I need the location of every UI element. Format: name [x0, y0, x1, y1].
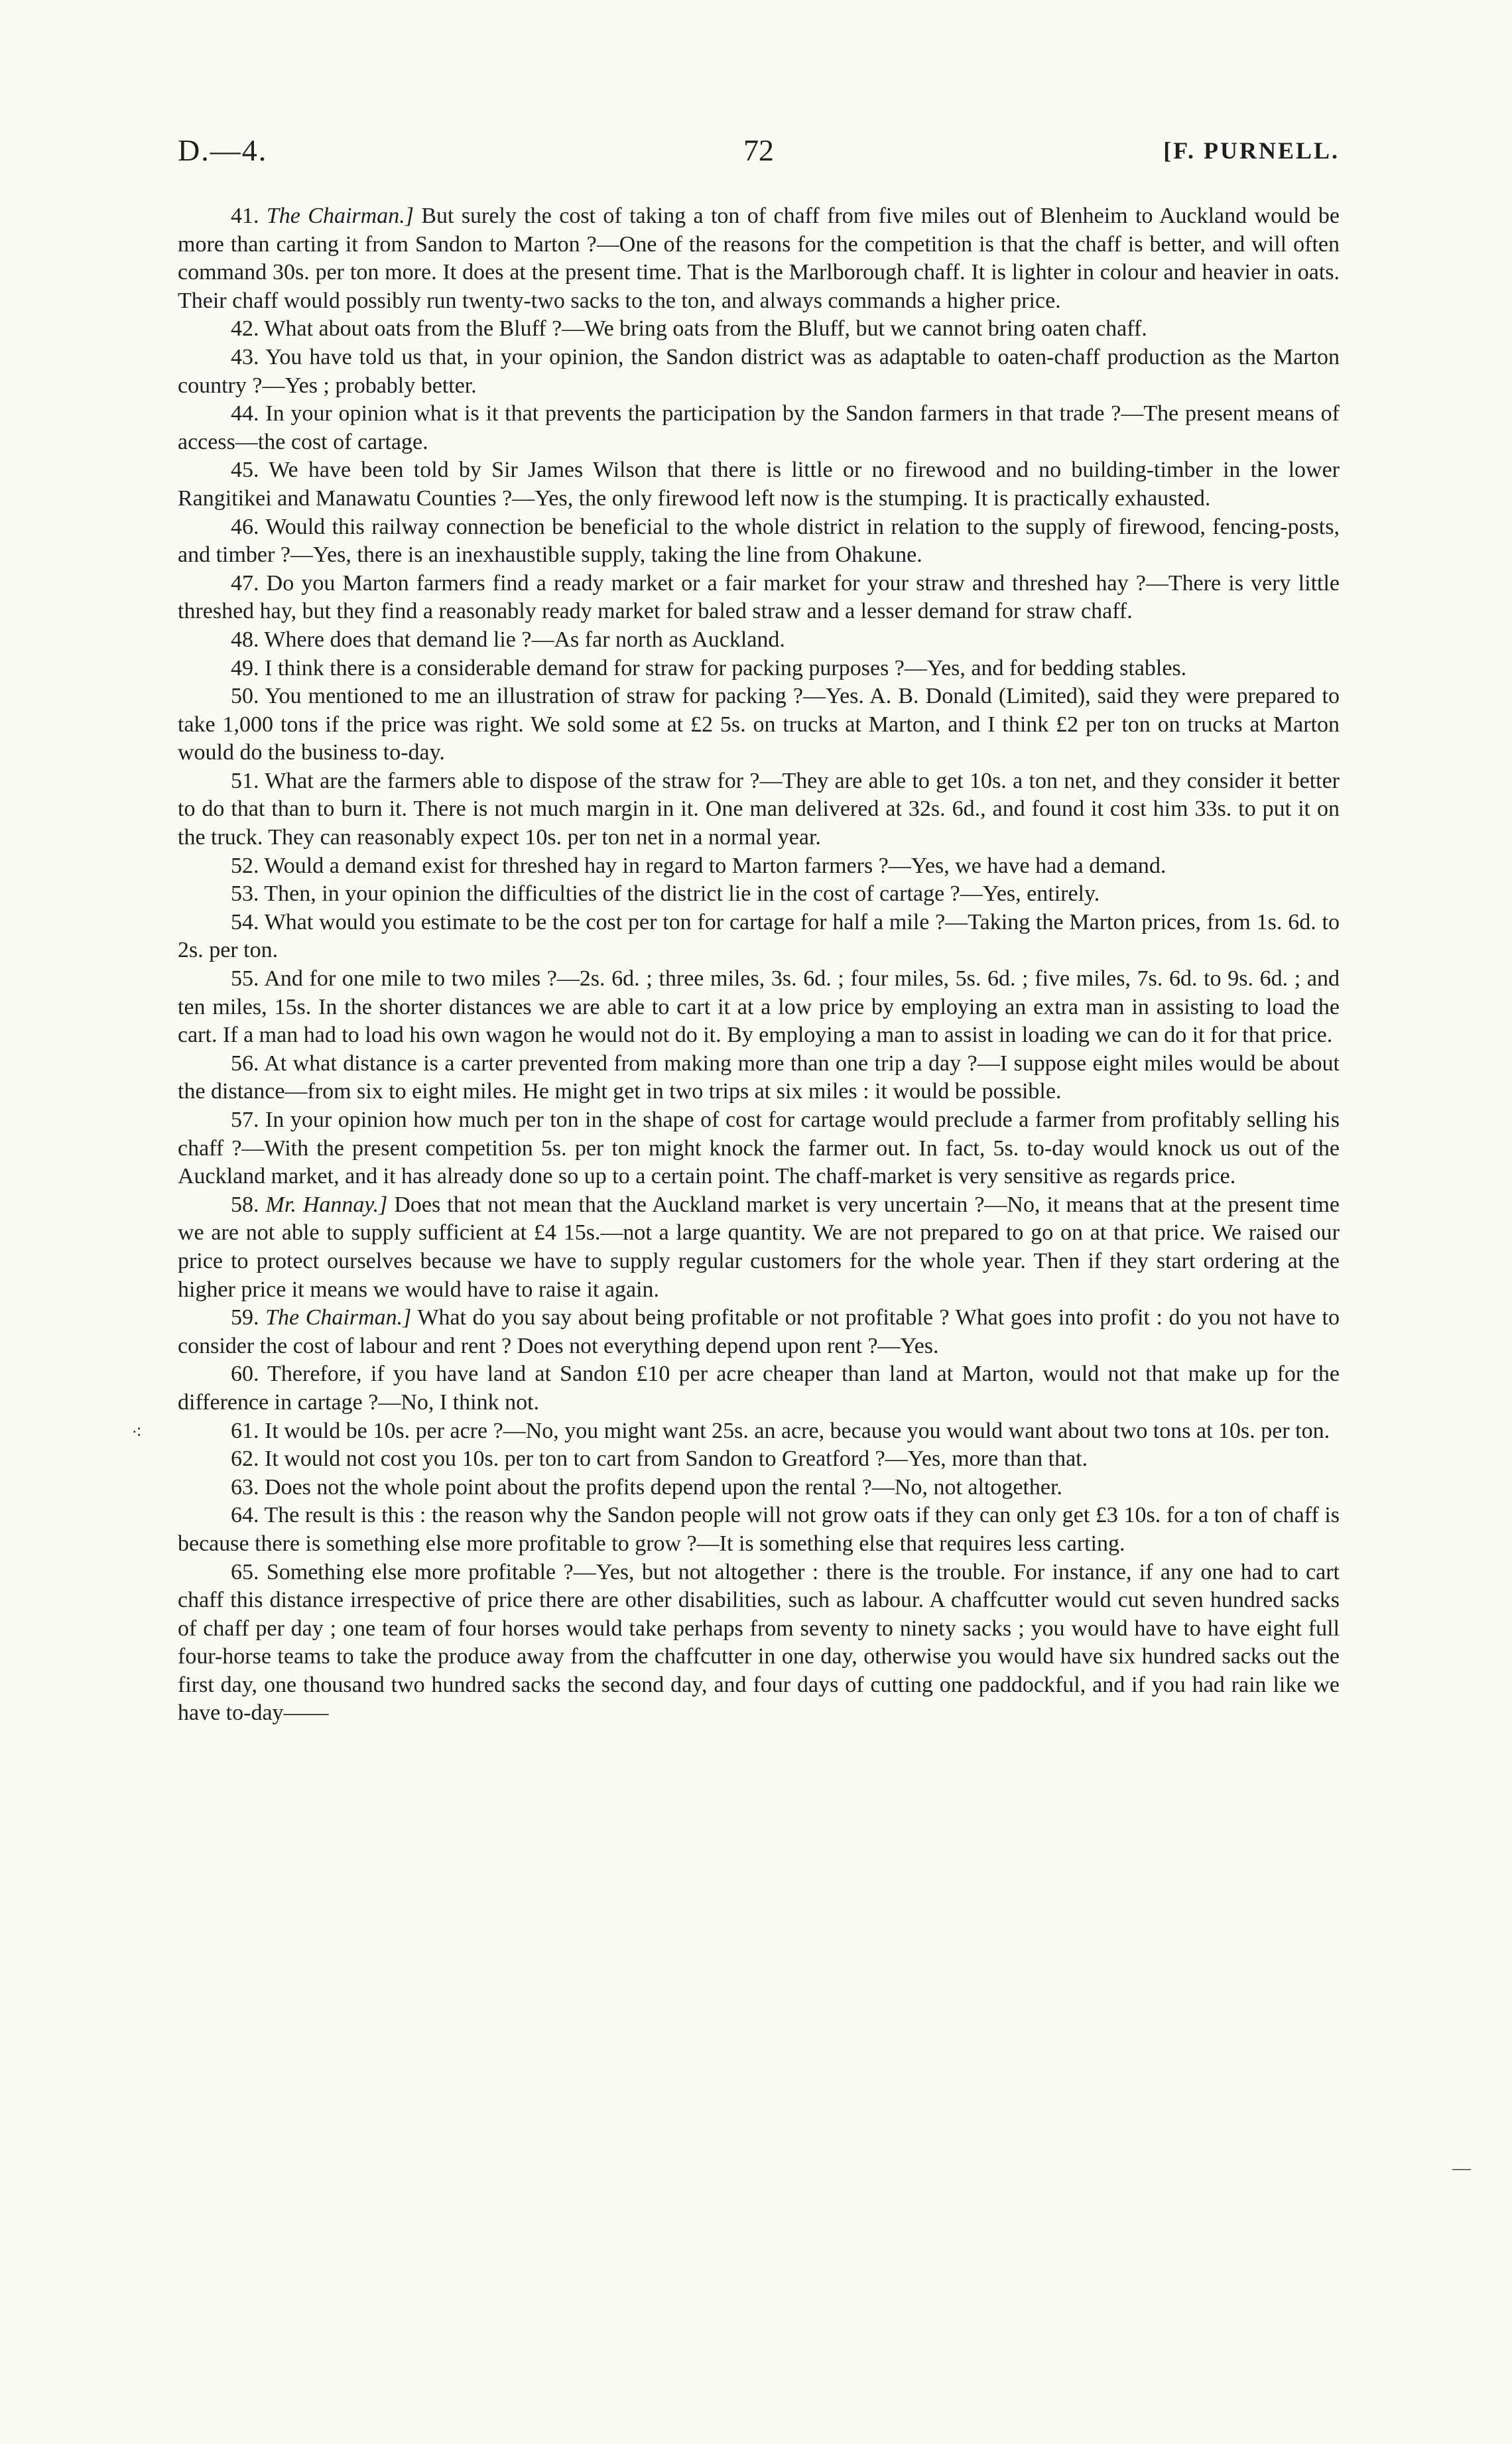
question-number: 46.: [231, 514, 259, 539]
paragraph-text: What about oats from the Bluff ?—We bring oats from the Bluff, but we cannot bring oaten chaff.: [264, 316, 1147, 342]
question-number: 42.: [231, 316, 259, 342]
question-number: 57.: [231, 1108, 259, 1132]
paragraph-48: [178, 626, 1340, 655]
question-number: 65.: [231, 1559, 259, 1584]
question-number: 48.: [231, 627, 259, 652]
paragraph-text: Does not the whole point about the profits depend upon the rental ?—No, not altogether.: [265, 1474, 1062, 1500]
paragraph-41: [178, 202, 1340, 315]
paragraph-text: I think there is a considerable demand for straw for packing purposes ?—Yes, and for bedding stables.: [265, 655, 1187, 680]
paragraph-49: [178, 655, 1340, 683]
paragraph-text: Does that not mean that the Auckland market is very uncertain ?—No, it means that at the present time we are not able to supply sufficient at £4 15s.—not a large quantity. We are not prepared to go on at that price. We raised our price to protect ourselves because we have to supply regular customers for the whole year. Then if they start ordering at the higher price it means we would have to raise it again.: [178, 1192, 1340, 1302]
question-number: 50.: [231, 684, 259, 709]
paragraph-51: [178, 767, 1340, 852]
paragraph-60: [178, 1360, 1340, 1417]
paragraph-text: You mentioned to me an illustration of straw for packing ?—Yes. A. B. Donald (Limited), said they were prepared to take 1,000 tons if the price was right. We sold some at £2 5s. on trucks at Marton, and I think £2 per ton on trucks at Marton would do the business to-day.: [178, 684, 1340, 765]
paragraph-text: You have told us that, in your opinion, the Sandon district was as adaptable to oaten-chaff production as the Marton country ?—Yes ; probably better.: [178, 344, 1340, 398]
question-number: 63.: [231, 1474, 259, 1500]
paragraph-45: [178, 456, 1340, 513]
paragraph-text: But surely the cost of taking a ton of chaff from five miles out of Blenheim to Auckland would be more than carting it from Sandon to Marton ?—One of the reasons for the competition is that the chaff is better, and will often command 30s. per ton more. It does at the present time. That is the Marlborough chaff. It is lighter in colour and heavier in oats. Their chaff would possibly run twenty-two sacks to the ton, and always commands a higher price.: [178, 204, 1340, 313]
paragraph-text: What do you say about being profitable or not profitable ? What goes into profit : do you not have to consider the cost of labour and rent ? Does not everything depend upon rent ?—Yes.: [178, 1305, 1340, 1358]
paragraph-47: [178, 570, 1340, 626]
paragraph-text: And for one mile to two miles ?—2s. 6d. ; three miles, 3s. 6d. ; four miles, 5s. 6d. ; five miles, 7s. 6d. to 9s. 6d. ; and ten miles, 15s. In the shorter distances we are able to cart it at a low price by employing an extra man in assisting to load the cart. If a man had to load his own wagon he would not do it. By employing a man to assist in loading we can do it for that price.: [178, 966, 1340, 1048]
paragraph-text: At what distance is a carter prevented from making more than one trip a day ?—I suppose eight miles would be about the distance—from six to eight miles. He might get in two trips at six miles : it would be possible.: [178, 1051, 1340, 1104]
page-header: [178, 133, 1340, 186]
margin-dash-icon: —: [1452, 2158, 1471, 2179]
paragraph-64: [178, 1502, 1340, 1558]
speaker-label: The Chairman.]: [266, 204, 414, 228]
question-number: 41.: [231, 204, 259, 228]
paragraph-text: What are the farmers able to dispose of the straw for ?—They are able to get 10s. a ton net, and they consider it better to do that than to burn it. There is not much margin in it. One man delivered at 32s. 6d., and found it cost him 33s. to put it on the truck. They can reasonably expect 10s. per ton net in a normal year.: [178, 768, 1340, 850]
paragraph-43: [178, 344, 1340, 400]
question-number: 52.: [231, 853, 259, 878]
paragraph-text: Would a demand exist for threshed hay in regard to Marton farmers ?—Yes, we have had a demand.: [264, 853, 1166, 878]
question-number: 62.: [231, 1447, 259, 1472]
paragraph-50: [178, 682, 1340, 767]
paragraph-text: It would be 10s. per acre ?—No, you might want 25s. an acre, because you would want about two tons at 10s. per ton.: [265, 1418, 1330, 1443]
paragraph-62: [178, 1445, 1340, 1474]
paragraph-65: [178, 1559, 1340, 1728]
paragraph-44: [178, 400, 1340, 456]
question-number: 59.: [231, 1305, 259, 1330]
question-number: 51.: [231, 768, 259, 793]
paragraph-63: [178, 1474, 1340, 1502]
question-number: 61.: [231, 1418, 259, 1443]
margin-mark-icon: ⁖: [131, 1423, 143, 1443]
page-number: 72: [743, 133, 774, 167]
paragraph-53: [178, 880, 1340, 909]
paragraph-text: Would this railway connection be beneficial to the whole district in relation to the supply of firewood, fencing-posts, and timber ?—Yes, there is an inexhaustible supply, taking the line from Ohakune.: [178, 514, 1340, 568]
document-reference: D.—4.: [178, 133, 268, 167]
paragraph-text: The result is this : the reason why the Sandon people will not grow oats if they can only get £3 10s. for a ton of chaff is because there is something else more profitable to grow ?—It is something else that requires less carting.: [178, 1503, 1340, 1556]
question-number: 64.: [231, 1503, 259, 1528]
paragraph-59: [178, 1304, 1340, 1360]
question-number: 60.: [231, 1362, 259, 1387]
testimony-body: [178, 202, 1340, 1728]
paragraph-57: [178, 1106, 1340, 1191]
paragraph-56: [178, 1050, 1340, 1106]
question-number: 53.: [231, 881, 259, 907]
paragraph-text: Where does that demand lie ?—As far north as Auckland.: [264, 627, 785, 652]
paragraph-text: Then, in your opinion the difficulties of the district lie in the cost of cartage ?—Yes, entirely.: [264, 881, 1100, 907]
paragraph-61: [178, 1417, 1340, 1446]
paragraph-52: [178, 852, 1340, 881]
paragraph-54: [178, 909, 1340, 965]
question-number: 56.: [231, 1051, 259, 1076]
question-number: 44.: [231, 401, 259, 426]
question-number: 55.: [231, 966, 259, 992]
paragraph-text: Therefore, if you have land at Sandon £10 per acre cheaper than land at Marton, would not that make up for the difference in cartage ?—No, I think not.: [178, 1362, 1340, 1415]
question-number: 49.: [231, 655, 259, 680]
paragraph-55: [178, 965, 1340, 1050]
paragraph-42: [178, 315, 1340, 344]
question-number: 45.: [231, 458, 259, 483]
paragraph-46: [178, 513, 1340, 570]
paragraph-text: In your opinion how much per ton in the shape of cost for cartage would preclude a farmer from profitably selling his chaff ?—With the present competition 5s. per ton might knock the farmer out. In fact, 5s. to-day would knock us out of the Auckland market, and it has already done so up to a certain point. The chaff-market is very sensitive as regards price.: [178, 1108, 1340, 1189]
speaker-label: Mr. Hannay.]: [265, 1192, 388, 1217]
paragraph-58: [178, 1191, 1340, 1304]
speaker-label: The Chairman.]: [265, 1305, 412, 1330]
witness-name: [F. PURNELL.: [1163, 137, 1340, 164]
paragraph-text: Do you Marton farmers find a ready market or a fair market for your straw and threshed hay ?—There is very little threshed hay, but they find a reasonably ready market for baled straw and a lesser demand for straw chaff.: [178, 570, 1340, 624]
paragraph-text: We have been told by Sir James Wilson that there is little or no firewood and no building-timber in the lower Rangitikei and Manawatu Counties ?—Yes, the only firewood left now is the stumping. It is practically exhausted.: [178, 458, 1340, 511]
paragraph-text: Something else more profitable ?—Yes, but not altogether : there is the trouble. For instance, if any one had to cart chaff this distance irrespective of price there are other disabilities, such as labour. A chaffcutter would cut seven hundred sacks of chaff per day ; one team of four horses would take perhaps from seventy to ninety sacks ; you would have to have eight full four-horse teams to take the produce away from the chaffcutter in one day, otherwise you would have six hundred sacks out the first day, one thousand two hundred sacks the second day, and four days of cutting one paddockful, and if you had rain like we have to-day——: [178, 1559, 1340, 1726]
question-number: 54.: [231, 909, 259, 934]
question-number: 43.: [231, 344, 259, 369]
paragraph-text: What would you estimate to be the cost per ton for cartage for half a mile ?—Taking the Marton prices, from 1s. 6d. to 2s. per ton.: [178, 909, 1340, 963]
paragraph-text: In your opinion what is it that prevents the participation by the Sandon farmers in that trade ?—The present means of access—the cost of cartage.: [178, 401, 1340, 454]
paragraph-text: It would not cost you 10s. per ton to cart from Sandon to Greatford ?—Yes, more than that.: [265, 1447, 1088, 1472]
question-number: 47.: [231, 570, 259, 596]
question-number: 58.: [231, 1192, 259, 1217]
